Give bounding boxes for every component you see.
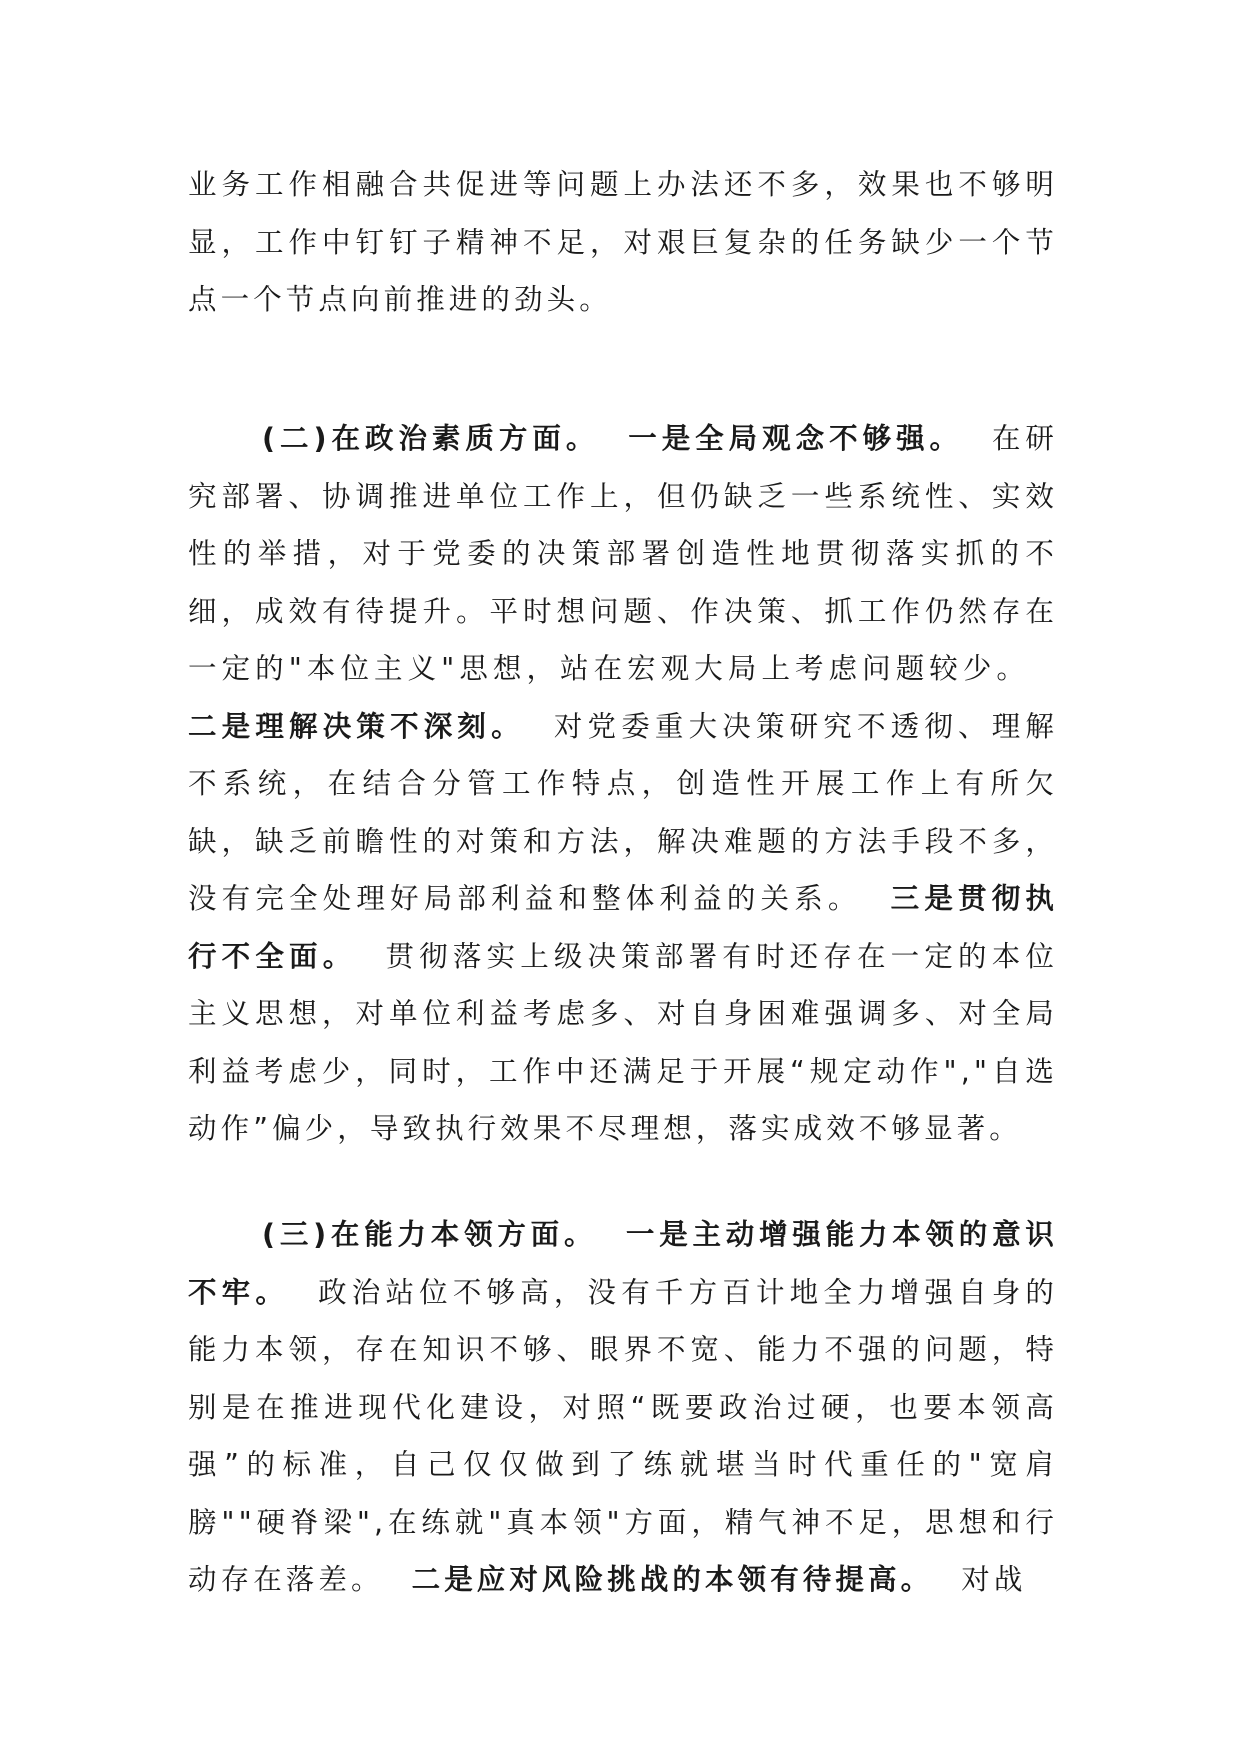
point-title: 一是全局观念不够强。 [627, 422, 964, 455]
point-title: 二是应对风险挑战的本领有待提高。 [411, 1563, 934, 1596]
section-political-quality [188, 410, 1058, 1158]
point-text: 贯彻落实上级决策部署有时还存在一定的本位主义思想，对单位利益考虑多、对自身困难强调多、对全局利益考虑少，同时，工作中还满足于开展“规定动作","自选动作”偏少，导致执行效果不尽理想，落实成效不够显著。 [188, 939, 1058, 1145]
section-ability [188, 1206, 1058, 1609]
point-title: 二是理解决策不深刻。 [188, 709, 525, 743]
section-heading: (二)在政治素质方面。 [262, 422, 600, 455]
point-text: 对战 [961, 1563, 1027, 1596]
point-text: 政治站位不够高，没有千方百计地全力增强自身的能力本领，存在知识不够、眼界不宽、能力不强的问题，特别是在推进现代化建设，对照“既要政治过硬，也要本领高强”的标准，自己仅仅做到了练就堪当时代重任的"宽肩膀""硬脊梁",在练就"真本领"方面，精气神不足，思想和行动存在落差。 [188, 1275, 1058, 1596]
point-title: 一是主动增强能力本领的意识不牢。 [188, 1218, 1058, 1309]
point-text: 对党委重大决策研究不透彻、理解不系统，在结合分管工作特点，创造性开展工作上有所欠缺，缺乏前瞻性的对策和方法，解决难题的方法手段不多，没有完全处理好局部利益和整体利益的关系。 [188, 709, 1058, 915]
section-heading: (三)在能力本领方面。 [262, 1218, 598, 1251]
paragraph-text: 业务工作相融合共促进等问题上办法还不多，效果也不够明显，工作中钉钉子精神不足，对艰巨复杂的任务缺少一个节点一个节点向前推进的劲头。 [188, 168, 1058, 316]
point-title: 三是贯彻执行不全面。 [188, 882, 1058, 973]
paragraph-continuation [188, 156, 1058, 329]
point-text: 在研究部署、协调推进单位工作上，但仍缺乏一些系统性、实效性的举措，对于党委的决策部署创造性地贯彻落实抓的不细，成效有待提升。平时想问题、作决策、抓工作仍然存在一定的"本位主义"思想，站在宏观大局上考虑问题较少。 [188, 422, 1058, 685]
